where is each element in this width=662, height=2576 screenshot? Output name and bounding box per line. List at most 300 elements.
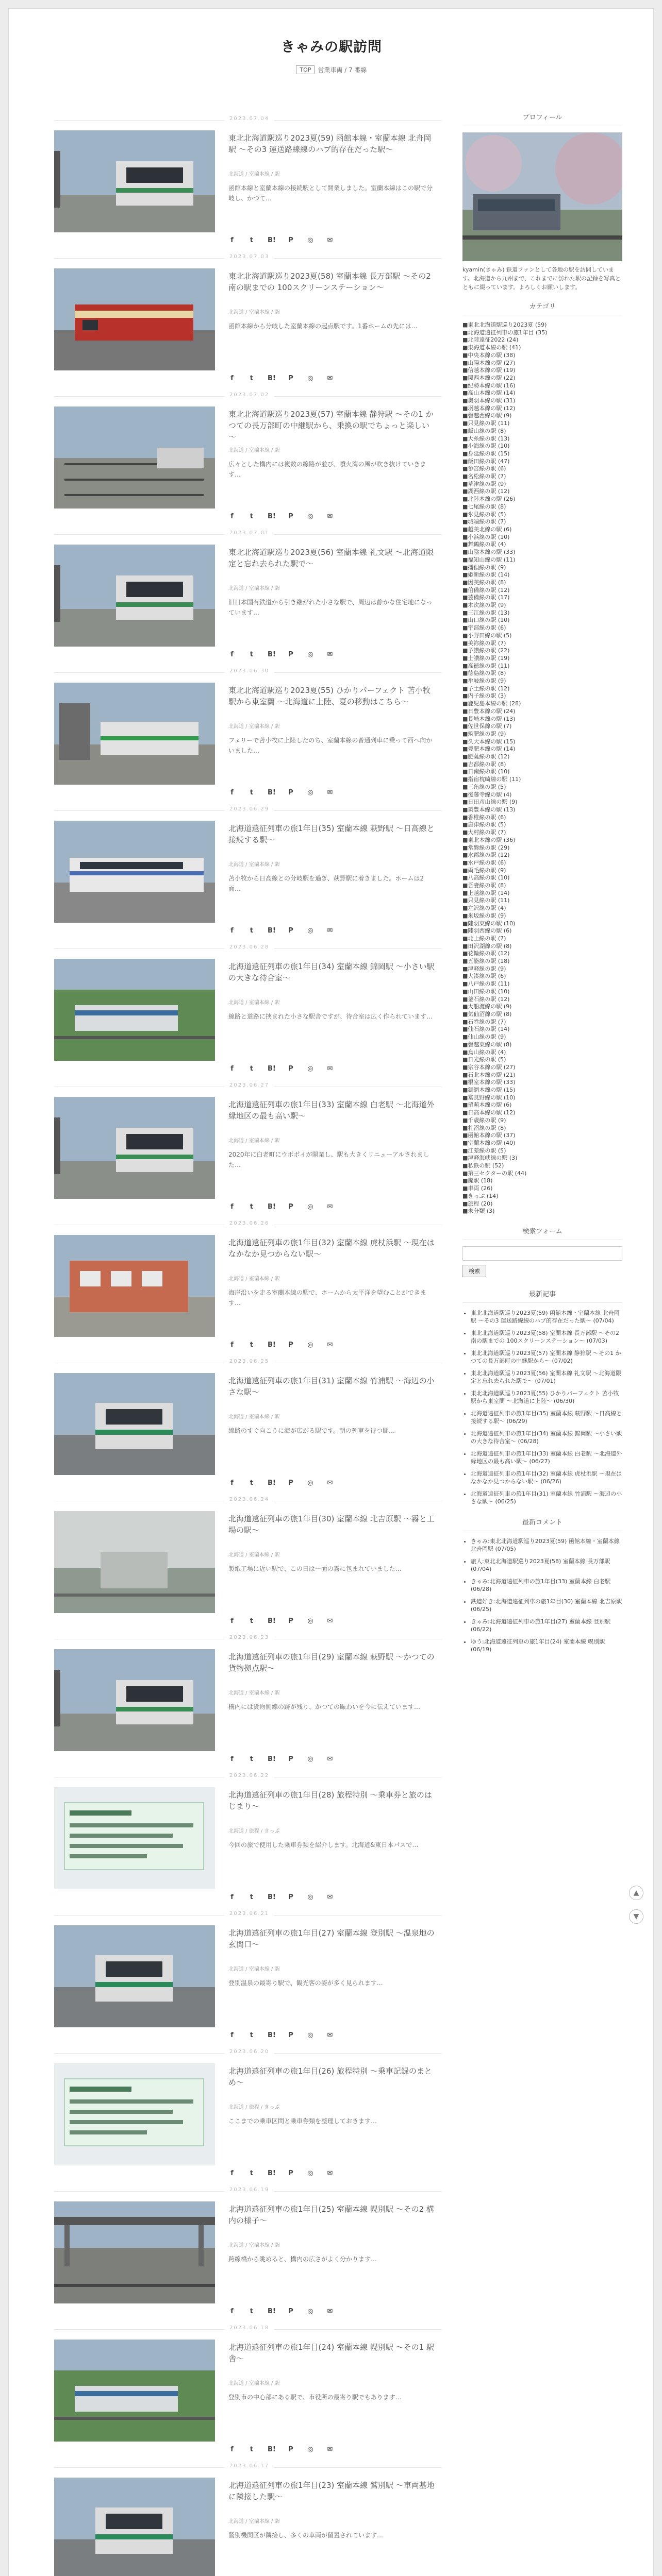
post-category[interactable]: 北海道 / 室蘭本線 / 駅 xyxy=(228,1414,280,1420)
line-icon[interactable]: ◎ xyxy=(307,1617,313,1625)
hatena-bookmark-icon[interactable]: B! xyxy=(268,1755,276,1763)
category-item[interactable]: ■内子線の駅 (3) xyxy=(462,692,506,700)
category-item[interactable]: ■車両 (26) xyxy=(462,1185,493,1192)
category-item[interactable]: ■三江線の駅 (13) xyxy=(462,609,510,616)
category-item[interactable]: ■予讃線の駅 (22) xyxy=(462,647,510,654)
category-item[interactable]: ■北陸遠征2022 (24) xyxy=(462,336,519,344)
twitter-icon[interactable]: t xyxy=(250,236,254,244)
mail-icon[interactable]: ✉ xyxy=(327,927,333,935)
mail-icon[interactable]: ✉ xyxy=(327,1893,333,1901)
hatena-bookmark-icon[interactable]: B! xyxy=(268,375,276,382)
hatena-bookmark-icon[interactable]: B! xyxy=(268,1893,276,1901)
twitter-icon[interactable]: t xyxy=(250,1341,254,1349)
category-item[interactable]: ■北陸本線の駅 (26) xyxy=(462,496,516,503)
category-item[interactable]: ■磐越西線の駅 (9) xyxy=(462,412,512,419)
category-item[interactable]: ■釜石線の駅 (12) xyxy=(462,995,510,1003)
line-icon[interactable]: ◎ xyxy=(307,1479,313,1487)
category-item[interactable]: ■牟岐線の駅 (9) xyxy=(462,677,506,685)
twitter-icon[interactable]: t xyxy=(250,1617,254,1625)
category-item[interactable]: ■宗谷本線の駅 (27) xyxy=(462,1063,516,1071)
category-item[interactable]: ■津軽海峡線の駅 (3) xyxy=(462,1155,518,1162)
category-item[interactable]: ■草津線の駅 (9) xyxy=(462,480,506,487)
facebook-icon[interactable]: f xyxy=(230,927,234,935)
pocket-icon[interactable]: P xyxy=(288,1479,293,1487)
post-thumbnail[interactable] xyxy=(54,821,215,923)
recent-post-link[interactable]: • 北海道遠征列車の旅1年目(31) 室蘭本線 竹浦駅 ～海辺の小さな駅～ (06/25) xyxy=(471,1490,622,1505)
mail-icon[interactable]: ✉ xyxy=(327,2031,333,2039)
category-item[interactable]: ■山陽本線の駅 (27) xyxy=(462,359,516,366)
recent-post-link[interactable]: • 東北北海道駅巡り2023夏(56) 室蘭本線 礼文駅 ～北海道限定と忘れ去られた駅で～ (07/01) xyxy=(471,1369,622,1385)
category-item[interactable]: ■第三セクターの駅 (44) xyxy=(462,1170,527,1177)
category-item[interactable]: ■根室本線の駅 (33) xyxy=(462,1079,516,1086)
mail-icon[interactable]: ✉ xyxy=(327,236,333,244)
pocket-icon[interactable]: P xyxy=(288,2170,293,2177)
category-item[interactable]: ■参宮線の駅 (6) xyxy=(462,465,506,472)
post-title[interactable]: 北海道遠征列車の旅1年目(34) 室蘭本線 錦岡駅 ～小さい駅の大きな待合室～ xyxy=(228,962,435,982)
post-title[interactable]: 東北北海道駅巡り2023夏(56) 室蘭本線 礼文駅 ～北海道限定と忘れ去られた駅で～ xyxy=(228,548,434,568)
pocket-icon[interactable]: P xyxy=(288,236,293,244)
category-item[interactable]: ■東北北海道駅巡り2023夏 (59) xyxy=(462,321,547,328)
line-icon[interactable]: ◎ xyxy=(307,651,313,658)
facebook-icon[interactable]: f xyxy=(230,2170,234,2177)
category-item[interactable]: ■八戸線の駅 (11) xyxy=(462,980,510,988)
post-title[interactable]: 東北北海道駅巡り2023夏(59) 函館本線・室蘭本線 北舟岡駅 ～その3 運送路線線のハブ的存在だった駅～ xyxy=(228,133,432,154)
twitter-icon[interactable]: t xyxy=(250,2170,254,2177)
pocket-icon[interactable]: P xyxy=(288,1893,293,1901)
pocket-icon[interactable]: P xyxy=(288,1755,293,1763)
category-item[interactable]: ■鹿児島本線の駅 (28) xyxy=(462,700,521,707)
pocket-icon[interactable]: P xyxy=(288,1341,293,1349)
category-item[interactable]: ■水郡線の駅 (12) xyxy=(462,852,510,859)
line-icon[interactable]: ◎ xyxy=(307,1203,313,1211)
hatena-bookmark-icon[interactable]: B! xyxy=(268,2308,276,2315)
twitter-icon[interactable]: t xyxy=(250,1893,254,1901)
category-item[interactable]: ■伯備線の駅 (12) xyxy=(462,586,510,594)
twitter-icon[interactable]: t xyxy=(250,2308,254,2315)
category-item[interactable]: ■高徳線の駅 (11) xyxy=(462,662,510,669)
category-item[interactable]: ■山口線の駅 (10) xyxy=(462,617,510,624)
post-title[interactable]: 北海道遠征列車の旅1年目(35) 室蘭本線 萩野駅 ～日高線と接続する駅～ xyxy=(228,824,435,844)
pocket-icon[interactable]: P xyxy=(288,1065,293,1073)
category-item[interactable]: ■旅程 (20) xyxy=(462,1200,493,1207)
category-item[interactable]: ■小野田線の駅 (5) xyxy=(462,632,512,639)
line-icon[interactable]: ◎ xyxy=(307,2031,313,2039)
post-title[interactable]: 北海道遠征列車の旅1年目(25) 室蘭本線 幌別駅 ～その2 構内の様子～ xyxy=(228,2205,434,2225)
hatena-bookmark-icon[interactable]: B! xyxy=(268,1203,276,1211)
hatena-bookmark-icon[interactable]: B! xyxy=(268,789,276,796)
post-category[interactable]: 北海道 / 室蘭本線 / 駅 xyxy=(228,2519,280,2524)
post-category[interactable]: 北海道 / 室蘭本線 / 駅 xyxy=(228,1690,280,1696)
hatena-bookmark-icon[interactable]: B! xyxy=(268,927,276,935)
recent-comment-link[interactable]: • きゃみ:北海道遠征列車の旅1年目(33) 室蘭本線 白老駅 (06/28) xyxy=(471,1578,622,1593)
line-icon[interactable]: ◎ xyxy=(307,513,313,520)
category-item[interactable]: ■気仙沼線の駅 (8) xyxy=(462,1010,512,1018)
category-item[interactable]: ■只見線の駅 (11) xyxy=(462,420,510,427)
category-item[interactable]: ■筑肥線の駅 (9) xyxy=(462,730,506,737)
category-item[interactable]: ■長崎本線の駅 (13) xyxy=(462,715,516,722)
twitter-icon[interactable]: t xyxy=(250,789,254,796)
category-item[interactable]: ■上越線の駅 (14) xyxy=(462,889,510,896)
post-category[interactable]: 北海道 / 室蘭本線 / 駅 xyxy=(228,1276,280,1282)
hatena-bookmark-icon[interactable]: B! xyxy=(268,2170,276,2177)
category-item[interactable]: ■日南線の駅 (10) xyxy=(462,768,510,775)
facebook-icon[interactable]: f xyxy=(230,236,234,244)
recent-post-link[interactable]: • 東北北海道駅巡り2023夏(59) 函館本線・室蘭本線 北舟岡駅 ～その3 運送路線線のハブ的存在だった駅～ (07/04) xyxy=(471,1309,622,1325)
post-thumbnail[interactable] xyxy=(54,1097,215,1199)
facebook-icon[interactable]: f xyxy=(230,1065,234,1073)
line-icon[interactable]: ◎ xyxy=(307,236,313,244)
post-category[interactable]: 北海道 / 室蘭本線 / 駅 xyxy=(228,586,280,591)
post-thumbnail[interactable] xyxy=(54,1649,215,1751)
pocket-icon[interactable]: P xyxy=(288,651,293,658)
facebook-icon[interactable]: f xyxy=(230,1479,234,1487)
mail-icon[interactable]: ✉ xyxy=(327,651,333,658)
line-icon[interactable]: ◎ xyxy=(307,1893,313,1901)
facebook-icon[interactable]: f xyxy=(230,2308,234,2315)
breadcrumb-home[interactable]: TOP xyxy=(296,65,315,74)
line-icon[interactable]: ◎ xyxy=(307,789,313,796)
line-icon[interactable]: ◎ xyxy=(307,927,313,935)
category-item[interactable]: ■佐世保線の駅 (7) xyxy=(462,723,512,730)
post-title[interactable]: 北海道遠征列車の旅1年目(31) 室蘭本線 竹浦駅 ～海辺の小さな駅～ xyxy=(228,1376,435,1397)
post-thumbnail[interactable] xyxy=(54,1373,215,1475)
category-item[interactable]: ■廃駅 (18) xyxy=(462,1177,493,1184)
category-item[interactable]: ■田沢湖線の駅 (8) xyxy=(462,942,512,950)
share-buttons xyxy=(228,236,334,244)
pocket-icon[interactable]: P xyxy=(288,513,293,520)
mail-icon[interactable]: ✉ xyxy=(327,2170,333,2177)
recent-comment-link[interactable]: • ゆう:北海道遠征列車の旅1年目(24) 室蘭本線 幌別駅 (06/19) xyxy=(471,1638,622,1653)
post-title[interactable]: 北海道遠征列車の旅1年目(27) 室蘭本線 登別駅 ～温泉地の玄関口～ xyxy=(228,1928,435,1949)
post-category[interactable]: 北海道 / 室蘭本線 / 駅 xyxy=(228,172,280,177)
category-item[interactable]: ■播但線の駅 (9) xyxy=(462,564,506,571)
twitter-icon[interactable]: t xyxy=(250,2446,254,2453)
category-item[interactable]: ■奥羽本線の駅 (31) xyxy=(462,397,516,404)
category-item[interactable]: ■山田線の駅 (10) xyxy=(462,988,510,995)
facebook-icon[interactable]: f xyxy=(230,375,234,382)
hatena-bookmark-icon[interactable]: B! xyxy=(268,2031,276,2039)
category-item[interactable]: ■石北本線の駅 (21) xyxy=(462,1071,516,1078)
line-icon[interactable]: ◎ xyxy=(307,2308,313,2315)
category-item[interactable]: ■両毛線の駅 (9) xyxy=(462,867,506,874)
category-item[interactable]: ■七尾線の駅 (8) xyxy=(462,503,506,510)
category-item[interactable]: ■左沢線の駅 (4) xyxy=(462,905,506,912)
category-item[interactable]: ■中央本線の駅 (38) xyxy=(462,351,516,359)
post-category[interactable]: 北海道 / 室蘭本線 / 駅 xyxy=(228,448,280,453)
category-item[interactable]: ■只見線の駅 (11) xyxy=(462,897,510,904)
twitter-icon[interactable]: t xyxy=(250,651,254,658)
category-item[interactable]: ■羽越本線の駅 (12) xyxy=(462,404,516,412)
post-thumbnail[interactable] xyxy=(54,130,215,232)
post-category[interactable]: 北海道 / 旅程 / きっぷ xyxy=(228,2105,280,2110)
search-button[interactable]: 検索 xyxy=(462,1265,486,1277)
hatena-bookmark-icon[interactable]: B! xyxy=(268,1479,276,1487)
recent-comment-link[interactable]: • 旅人:東北北海道駅巡り2023夏(58) 室蘭本線 長万部駅 (07/04) xyxy=(471,1557,622,1573)
category-item[interactable]: ■常磐線の駅 (29) xyxy=(462,844,510,851)
hatena-bookmark-icon[interactable]: B! xyxy=(268,651,276,658)
post-category[interactable]: 北海道 / 室蘭本線 / 駅 xyxy=(228,724,280,730)
facebook-icon[interactable]: f xyxy=(230,789,234,796)
category-item[interactable]: ■日光線の駅 (5) xyxy=(462,1056,506,1063)
category-item[interactable]: ■未分類 (3) xyxy=(462,1208,495,1215)
category-item[interactable]: ■城端線の駅 (7) xyxy=(462,518,506,526)
recent-comment-link[interactable]: • きゃみ:北海道遠征列車の旅1年目(27) 室蘭本線 登別駅 (06/22) xyxy=(471,1618,622,1633)
hatena-bookmark-icon[interactable]: B! xyxy=(268,236,276,244)
scroll-down-button[interactable]: ▼ xyxy=(629,1909,643,1924)
category-item[interactable]: ■舞鶴線の駅 (4) xyxy=(462,541,506,548)
category-item[interactable]: ■氷見線の駅 (5) xyxy=(462,511,506,518)
twitter-icon[interactable]: t xyxy=(250,927,254,935)
post-thumbnail[interactable] xyxy=(54,2340,215,2442)
twitter-icon[interactable]: t xyxy=(250,1065,254,1073)
mail-icon[interactable]: ✉ xyxy=(327,1065,333,1073)
facebook-icon[interactable]: f xyxy=(230,1893,234,1901)
category-item[interactable]: ■姫新線の駅 (14) xyxy=(462,571,510,579)
category-item[interactable]: ■八高線の駅 (10) xyxy=(462,874,510,882)
line-icon[interactable]: ◎ xyxy=(307,2446,313,2453)
category-item[interactable]: ■土讃線の駅 (19) xyxy=(462,654,510,662)
category-item[interactable]: ■烏山線の駅 (4) xyxy=(462,1048,506,1056)
category-item[interactable]: ■福知山線の駅 (11) xyxy=(462,556,516,563)
post-title[interactable]: 北海道遠征列車の旅1年目(28) 旅程特別 ～乗車券と旅のはじまり～ xyxy=(228,1790,432,1811)
post-category[interactable]: 北海道 / 室蘭本線 / 駅 xyxy=(228,1967,280,1972)
category-item[interactable]: ■仙石線の駅 (14) xyxy=(462,1026,510,1033)
category-item[interactable]: ■留萌本線の駅 (6) xyxy=(462,1101,512,1109)
line-icon[interactable]: ◎ xyxy=(307,375,313,382)
category-item[interactable]: ■因美線の駅 (8) xyxy=(462,579,506,586)
post-title[interactable]: 北海道遠征列車の旅1年目(29) 室蘭本線 萩野駅 ～かつての貨物拠点駅～ xyxy=(228,1652,435,1673)
category-item[interactable]: ■唐津線の駅 (5) xyxy=(462,821,506,828)
category-item[interactable]: ■陸羽西線の駅 (6) xyxy=(462,927,512,935)
post-thumbnail[interactable] xyxy=(54,2478,215,2576)
facebook-icon[interactable]: f xyxy=(230,2446,234,2453)
category-item[interactable]: ■米坂線の駅 (9) xyxy=(462,912,506,919)
category-item[interactable]: ■豊肥本線の駅 (14) xyxy=(462,745,516,753)
category-item[interactable]: ■札沼線の駅 (8) xyxy=(462,1124,506,1131)
hatena-bookmark-icon[interactable]: B! xyxy=(268,1065,276,1073)
mail-icon[interactable]: ✉ xyxy=(327,1341,333,1349)
recent-post-link[interactable]: • 北海道遠征列車の旅1年目(34) 室蘭本線 錦岡駅 ～小さい駅の大きな待合室～ (06/28) xyxy=(471,1430,622,1445)
post-thumbnail[interactable] xyxy=(54,1511,215,1613)
mail-icon[interactable]: ✉ xyxy=(327,1203,333,1211)
facebook-icon[interactable]: f xyxy=(230,2031,234,2039)
post-category[interactable]: 北海道 / 室蘭本線 / 駅 xyxy=(228,862,280,868)
category-item[interactable]: ■仙山線の駅 (9) xyxy=(462,1033,506,1041)
post-category[interactable]: 北海道 / 室蘭本線 / 駅 xyxy=(228,2381,280,2386)
twitter-icon[interactable]: t xyxy=(250,1755,254,1763)
mail-icon[interactable]: ✉ xyxy=(327,513,333,520)
category-item[interactable]: ■後藤寺線の駅 (4) xyxy=(462,791,512,798)
category-item[interactable]: ■日田彦山線の駅 (9) xyxy=(462,799,518,806)
category-item[interactable]: ■徳島線の駅 (8) xyxy=(462,670,506,677)
category-item[interactable]: ■小海線の駅 (10) xyxy=(462,443,510,450)
category-item[interactable]: ■関西本線の駅 (22) xyxy=(462,374,516,381)
category-item[interactable]: ■飯山線の駅 (8) xyxy=(462,427,506,434)
category-item[interactable]: ■水戸線の駅 (6) xyxy=(462,859,506,866)
category-item[interactable]: ■室蘭本線の駅 (40) xyxy=(462,1139,516,1146)
category-item[interactable]: ■きっぷ (14) xyxy=(462,1192,499,1199)
facebook-icon[interactable]: f xyxy=(230,1341,234,1349)
mail-icon[interactable]: ✉ xyxy=(327,1479,333,1487)
category-item[interactable]: ■千歳線の駅 (9) xyxy=(462,1116,506,1124)
post-thumbnail[interactable] xyxy=(54,959,215,1061)
pocket-icon[interactable]: P xyxy=(288,1203,293,1211)
category-item[interactable]: ■久大本線の駅 (15) xyxy=(462,738,516,745)
pocket-icon[interactable]: P xyxy=(288,2031,293,2039)
facebook-icon[interactable]: f xyxy=(230,513,234,520)
post-thumbnail[interactable] xyxy=(54,2063,215,2165)
category-item[interactable]: ■越美北線の駅 (6) xyxy=(462,526,512,533)
post-category[interactable]: 北海道 / 室蘭本線 / 駅 xyxy=(228,310,280,315)
recent-post-link[interactable]: • 北海道遠征列車の旅1年目(32) 室蘭本線 虎杖浜駅 ～現在はなかなか見つからない駅～ (06/26) xyxy=(471,1470,622,1485)
recent-post-link[interactable]: • 東北北海道駅巡り2023夏(55) ひかりパーフェクト 苫小牧駅から東室蘭 ～北海道に上陸～ (06/30) xyxy=(471,1389,622,1405)
facebook-icon[interactable]: f xyxy=(230,1755,234,1763)
category-item[interactable]: ■北海道遠征列車の旅1年目 (35) xyxy=(462,329,548,336)
recent-comment-link[interactable]: • きゃみ:東北北海道駅巡り2023夏(59) 函館本線・室蘭本線 北舟岡駅 (07/05) xyxy=(471,1537,622,1553)
pocket-icon[interactable]: P xyxy=(288,1617,293,1625)
post-category[interactable]: 北海道 / 室蘭本線 / 駅 xyxy=(228,1138,280,1144)
post-category[interactable]: 北海道 / 旅程 / きっぷ xyxy=(228,1828,280,1834)
share-buttons xyxy=(228,1755,334,1763)
category-item[interactable]: ■大湊線の駅 (6) xyxy=(462,973,506,980)
recent-comment-link[interactable]: • 鉄道好き:北海道遠征列車の旅1年目(30) 室蘭本線 北吉原駅 (06/25) xyxy=(471,1598,622,1613)
category-item[interactable]: ■香椎線の駅 (6) xyxy=(462,814,506,821)
category-item[interactable]: ■芸備線の駅 (17) xyxy=(462,594,510,601)
category-item[interactable]: ■木次線の駅 (9) xyxy=(462,602,506,609)
category-item[interactable]: ■身延線の駅 (15) xyxy=(462,450,510,457)
twitter-icon[interactable]: t xyxy=(250,1203,254,1211)
post-thumbnail[interactable] xyxy=(54,406,215,509)
category-item[interactable]: ■大糸線の駅 (13) xyxy=(462,435,510,442)
line-icon[interactable]: ◎ xyxy=(307,1341,313,1349)
category-item[interactable]: ■山陰本線の駅 (33) xyxy=(462,549,516,556)
category-item[interactable]: ■磐越東線の駅 (8) xyxy=(462,1041,512,1048)
category-item[interactable]: ■花輪線の駅 (12) xyxy=(462,950,510,957)
post-title[interactable]: 北海道遠征列車の旅1年目(26) 旅程特別 ～乗車記録のまとめ～ xyxy=(228,2066,432,2087)
category-item[interactable]: ■私鉄の駅 (52) xyxy=(462,1162,504,1170)
post-date: 2023.06.21 xyxy=(224,1911,274,1917)
category-item[interactable]: ■石巻線の駅 (7) xyxy=(462,1018,506,1025)
post-thumbnail[interactable] xyxy=(54,268,215,370)
hatena-bookmark-icon[interactable]: B! xyxy=(268,1341,276,1349)
category-item[interactable]: ■湖西線の駅 (12) xyxy=(462,488,510,495)
category-item[interactable]: ■美祢線の駅 (7) xyxy=(462,639,506,647)
category-item[interactable]: ■五能線の駅 (18) xyxy=(462,958,510,965)
category-item[interactable]: ■吾妻線の駅 (8) xyxy=(462,882,506,889)
category-item[interactable]: ■吉都線の駅 (8) xyxy=(462,760,506,768)
facebook-icon[interactable]: f xyxy=(230,651,234,658)
post-title[interactable]: 北海道遠征列車の旅1年目(24) 室蘭本線 幌別駅 ～その1 駅舎～ xyxy=(228,2343,434,2363)
pocket-icon[interactable]: P xyxy=(288,375,293,382)
post-title[interactable]: 北海道遠征列車の旅1年目(32) 室蘭本線 虎杖浜駅 ～現在はなかなか見つからない駅～ xyxy=(228,1238,435,1259)
mail-icon[interactable]: ✉ xyxy=(327,1755,333,1763)
facebook-icon[interactable]: f xyxy=(230,1617,234,1625)
line-icon[interactable]: ◎ xyxy=(307,1065,313,1073)
category-item[interactable]: ■指宿枕崎線の駅 (11) xyxy=(462,776,521,783)
scroll-up-button[interactable]: ▲ xyxy=(629,1886,643,1900)
post-title[interactable]: 東北北海道駅巡り2023夏(57) 室蘭本線 静狩駅 ～その1 かつての長万部町の中継駅から、乗換の駅でちょっと楽しい～ xyxy=(228,410,434,442)
twitter-icon[interactable]: t xyxy=(250,375,254,382)
hatena-bookmark-icon[interactable]: B! xyxy=(268,2446,276,2453)
category-item[interactable]: ■筑豊本線の駅 (13) xyxy=(462,806,516,813)
category-item[interactable]: ■宇部線の駅 (6) xyxy=(462,624,506,632)
post-thumbnail[interactable] xyxy=(54,1787,215,1889)
category-item[interactable]: ■大村線の駅 (7) xyxy=(462,829,506,836)
category-item[interactable]: ■釧網本線の駅 (15) xyxy=(462,1087,516,1094)
category-item[interactable]: ■江差線の駅 (5) xyxy=(462,1147,506,1154)
mail-icon[interactable]: ✉ xyxy=(327,1617,333,1625)
facebook-icon[interactable]: f xyxy=(230,1203,234,1211)
pocket-icon[interactable]: P xyxy=(288,2308,293,2315)
category-item[interactable]: ■三角線の駅 (5) xyxy=(462,783,506,790)
category-item[interactable]: ■大船渡線の駅 (9) xyxy=(462,1003,512,1010)
category-item[interactable]: ■富良野線の駅 (10) xyxy=(462,1094,516,1101)
recent-post-link[interactable]: • 東北北海道駅巡り2023夏(58) 室蘭本線 長万部駅 ～その2 南の駅までの 100スクリーンステーション～ (07/03) xyxy=(471,1329,622,1345)
category-item[interactable]: ■陸羽東線の駅 (10) xyxy=(462,920,516,927)
post-title[interactable]: 東北北海道駅巡り2023夏(55) ひかりパーフェクト 苫小牧駅から東室蘭 ～北海道に上陸、夏の移動はこちら～ xyxy=(228,686,431,706)
site-title[interactable]: きゃみの駅訪問 xyxy=(281,39,382,55)
pocket-icon[interactable]: P xyxy=(288,927,293,935)
category-item[interactable]: ■飯田線の駅 (47) xyxy=(462,457,510,465)
line-icon[interactable]: ◎ xyxy=(307,1755,313,1763)
twitter-icon[interactable]: t xyxy=(250,1479,254,1487)
category-item[interactable]: ■津軽線の駅 (9) xyxy=(462,965,506,972)
pocket-icon[interactable]: P xyxy=(288,2446,293,2453)
twitter-icon[interactable]: t xyxy=(250,513,254,520)
post-title[interactable]: 北海道遠征列車の旅1年目(30) 室蘭本線 北吉原駅 ～霧と工場の駅～ xyxy=(228,1514,435,1535)
search-input[interactable] xyxy=(462,1246,622,1261)
category-item[interactable]: ■信越本線の駅 (19) xyxy=(462,367,516,374)
category-item[interactable]: ■小浜線の駅 (10) xyxy=(462,533,510,540)
category-item[interactable]: ■予土線の駅 (12) xyxy=(462,685,510,692)
mail-icon[interactable]: ✉ xyxy=(327,789,333,796)
category-item[interactable]: ■名松線の駅 (7) xyxy=(462,473,506,480)
post-thumbnail[interactable] xyxy=(54,683,215,785)
post-thumbnail[interactable] xyxy=(54,545,215,647)
category-item[interactable]: ■東海道本線の駅 (41) xyxy=(462,344,521,351)
line-icon[interactable]: ◎ xyxy=(307,2170,313,2177)
category-item[interactable]: ■高山本線の駅 (14) xyxy=(462,389,516,397)
hatena-bookmark-icon[interactable]: B! xyxy=(268,513,276,520)
category-item[interactable]: ■日豊本線の駅 (24) xyxy=(462,707,516,715)
post-title[interactable]: 東北北海道駅巡り2023夏(58) 室蘭本線 長万部駅 ～その2 南の駅までの 100スクリーンステーション～ xyxy=(228,272,431,292)
post-thumbnail[interactable] xyxy=(54,2201,215,2303)
pocket-icon[interactable]: P xyxy=(288,789,293,796)
category-item[interactable]: ■北上線の駅 (7) xyxy=(462,935,506,942)
category-item[interactable]: ■東北本線の駅 (36) xyxy=(462,836,516,843)
post-date: 2023.07.01 xyxy=(224,530,274,536)
hatena-bookmark-icon[interactable]: B! xyxy=(268,1617,276,1625)
category-item[interactable]: ■日高本線の駅 (12) xyxy=(462,1109,516,1116)
post-title[interactable]: 北海道遠征列車の旅1年目(23) 室蘭本線 鷲別駅 ～車両基地に隣接した駅～ xyxy=(228,2481,435,2501)
mail-icon[interactable]: ✉ xyxy=(327,375,333,382)
recent-post-link[interactable]: • 東北北海道駅巡り2023夏(57) 室蘭本線 静狩駅 ～その1 かつての長万部町の中継駅から～ (07/02) xyxy=(471,1349,622,1365)
post-category[interactable]: 北海道 / 室蘭本線 / 駅 xyxy=(228,2243,280,2248)
post-thumbnail[interactable] xyxy=(54,1925,215,2027)
twitter-icon[interactable]: t xyxy=(250,2031,254,2039)
post-title[interactable]: 北海道遠征列車の旅1年目(33) 室蘭本線 白老駅 ～北海道外縁地区の最も高い駅～ xyxy=(228,1100,435,1121)
mail-icon[interactable]: ✉ xyxy=(327,2446,333,2453)
post-category[interactable]: 北海道 / 室蘭本線 / 駅 xyxy=(228,1552,280,1558)
post-thumbnail[interactable] xyxy=(54,1235,215,1337)
category-item[interactable]: ■函館本線の駅 (37) xyxy=(462,1132,516,1139)
recent-post-link[interactable]: • 北海道遠征列車の旅1年目(35) 室蘭本線 萩野駅 ～日高線と接続する駅～ (06/29) xyxy=(471,1410,622,1425)
category-item[interactable]: ■肥薩線の駅 (12) xyxy=(462,753,510,760)
mail-icon[interactable]: ✉ xyxy=(327,2308,333,2315)
recent-post-link[interactable]: • 北海道遠征列車の旅1年目(33) 室蘭本線 白老駅 ～北海道外縁地区の最も高い駅～ (06/27) xyxy=(471,1450,622,1465)
category-item[interactable]: ■紀勢本線の駅 (16) xyxy=(462,382,516,389)
post-category[interactable]: 北海道 / 室蘭本線 / 駅 xyxy=(228,1000,280,1006)
